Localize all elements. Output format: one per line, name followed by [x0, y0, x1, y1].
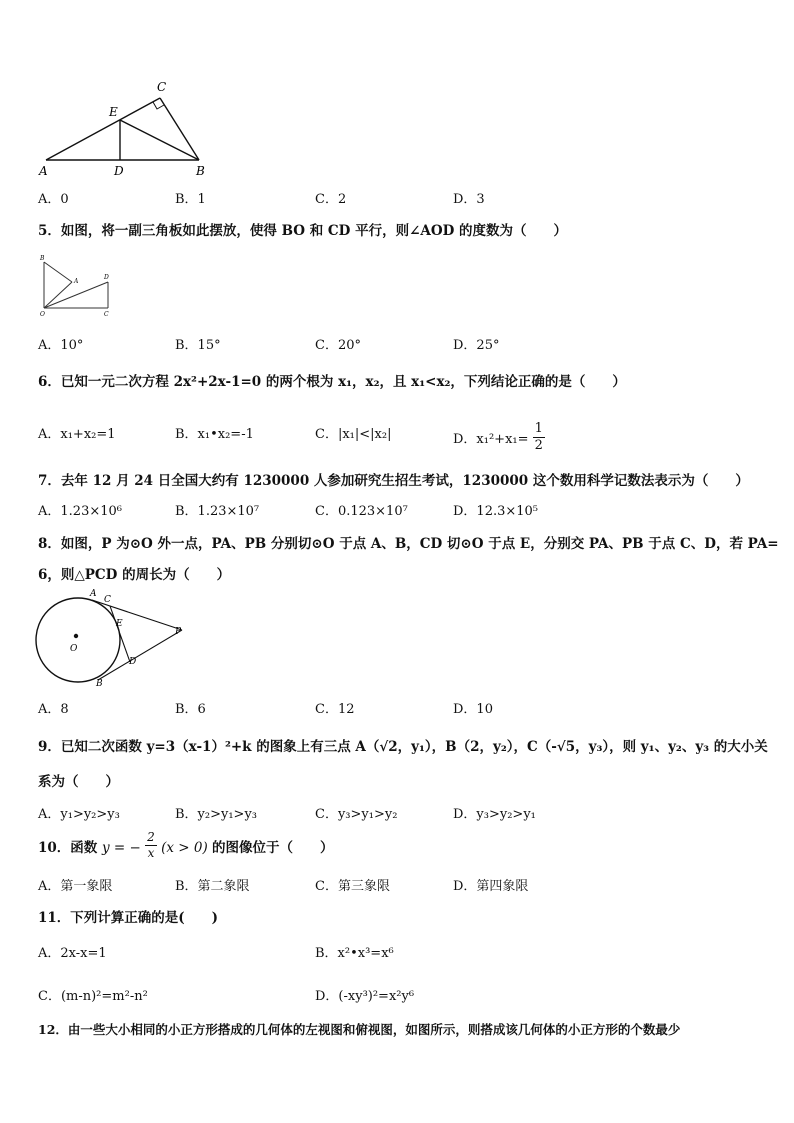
label-d: D: [114, 164, 124, 178]
fraction-numerator: 2: [147, 830, 155, 844]
q11-option-a[interactable]: A．2x-x=1: [38, 946, 107, 961]
q7-option-c[interactable]: C．0.123×10⁷: [315, 504, 408, 519]
fraction-denominator: x: [147, 846, 155, 860]
label-b: B: [96, 679, 103, 689]
q12-stem: 12．由一些大小相同的小正方形搭成的几何体的左视图和俯视图，如图所示，则搭成该几何体的小正方形的个数最少: [38, 1022, 681, 1037]
q6-option-b[interactable]: B．x₁•x₂=-1: [175, 427, 254, 442]
q7-option-d[interactable]: D．12.3×10⁵: [453, 504, 539, 519]
label-a: A: [39, 164, 48, 178]
q7-option-b[interactable]: B．1.23×10⁷: [175, 504, 260, 519]
q5-option-c[interactable]: C．20°: [315, 338, 361, 353]
q9-stem-line1: 9．已知二次函数 y=3（x-1）²+k 的图象上有三点 A（√2，y₁），B（2，y₂），C（-√5，y₃），则 y₁、y₂、y₃ 的大小关: [38, 739, 768, 755]
label-b: B: [40, 255, 45, 262]
q9-option-d[interactable]: D．y₃>y₂>y₁: [453, 807, 536, 822]
figure-circle-tangents: [34, 586, 194, 690]
q11-stem: 11．下列计算正确的是( ): [38, 910, 219, 926]
q7-stem: 7．去年 12 月 24 日全国大约有 1230000 人参加研究生招生考试，1230000 这个数用科学记数法表示为（ ）: [38, 473, 749, 489]
q10-option-d[interactable]: D．第四象限: [453, 879, 529, 894]
q10-option-b[interactable]: B．第二象限: [175, 879, 250, 894]
q10-option-a[interactable]: A．第一象限: [38, 879, 113, 894]
q4-option-a[interactable]: A．0: [38, 192, 69, 207]
label-e: E: [116, 619, 123, 629]
label-d: D: [104, 274, 109, 281]
q8-stem-line2: 6，则△PCD 的周长为（ ）: [38, 567, 231, 583]
q6-option-d-prefix: D．x₁²+x₁=: [453, 432, 529, 447]
q5-option-d[interactable]: D．25°: [453, 338, 500, 353]
q6-option-c[interactable]: C．|x₁|<|x₂|: [315, 427, 392, 442]
q9-stem-line2: 系为（ ）: [38, 774, 119, 790]
label-c: C: [157, 80, 167, 94]
q11-option-c[interactable]: C．(m-n)²=m²-n²: [38, 989, 148, 1004]
label-a: A: [74, 278, 79, 285]
figure-triangle-abc: [36, 78, 216, 178]
q4-option-c[interactable]: C．2: [315, 192, 347, 207]
q4-option-d[interactable]: D．3: [453, 192, 485, 207]
q10-formula: [102, 830, 212, 860]
label-b: B: [196, 164, 205, 178]
q6-stem: 6．已知一元二次方程 2x²+2x-1=0 的两个根为 x₁，x₂，且 x₁<x₂，下列结论正确的是（ ）: [38, 374, 626, 390]
q7-option-a[interactable]: A．1.23×10⁶: [38, 504, 122, 519]
q8-option-c[interactable]: C．12: [315, 702, 355, 717]
q10-prefix: 10．函数: [38, 840, 98, 856]
q10-stem: [38, 830, 334, 861]
label-c: C: [104, 595, 111, 605]
fraction-denominator: 2: [534, 438, 543, 453]
q6-option-a[interactable]: A．x₁+x₂=1: [38, 427, 116, 442]
q11-option-b[interactable]: B．x²•x³=x⁶: [315, 946, 394, 961]
label-p: P: [175, 627, 182, 637]
q10-condition: (x > 0): [161, 840, 208, 856]
q8-option-a[interactable]: A．8: [38, 702, 69, 717]
q10-suffix: 的图像位于（ ）: [212, 840, 334, 856]
label-a: A: [90, 589, 97, 599]
label-c: C: [104, 311, 109, 318]
q8-stem-line1: 8．如图，P 为⊙O 外一点，PA、PB 分别切⊙O 于点 A、B，CD 切⊙O 于点 E，分别交 PA、PB 于点 C、D，若 PA=: [38, 536, 779, 552]
q8-option-d[interactable]: D．10: [453, 702, 493, 717]
q9-option-b[interactable]: B．y₂>y₁>y₃: [175, 807, 258, 822]
q5-option-a[interactable]: A．10°: [38, 338, 84, 353]
q11-option-d[interactable]: D．(-xy³)²=x²y⁶: [315, 989, 415, 1004]
q6-option-d[interactable]: [453, 423, 545, 456]
q4-option-b[interactable]: B．1: [175, 192, 206, 207]
label-o: O: [40, 311, 45, 318]
fraction-numerator: 1: [534, 421, 543, 436]
fraction: [533, 421, 545, 454]
q10-y-eq: y = −: [102, 840, 141, 856]
q9-option-a[interactable]: A．y₁>y₂>y₃: [38, 807, 120, 822]
label-o: O: [70, 644, 78, 654]
q5-stem: 5．如图，将一副三角板如此摆放，使得 BO 和 CD 平行，则∠AOD 的度数为（ ）: [38, 223, 568, 239]
q10-option-c[interactable]: C．第三象限: [315, 879, 390, 894]
q5-option-b[interactable]: B．15°: [175, 338, 221, 353]
fraction: [145, 830, 157, 861]
q8-option-b[interactable]: B．6: [175, 702, 206, 717]
label-d: D: [129, 657, 137, 667]
q9-option-c[interactable]: C．y₃>y₁>y₂: [315, 807, 398, 822]
label-e: E: [109, 105, 118, 119]
figure-set-squares: [38, 252, 118, 318]
